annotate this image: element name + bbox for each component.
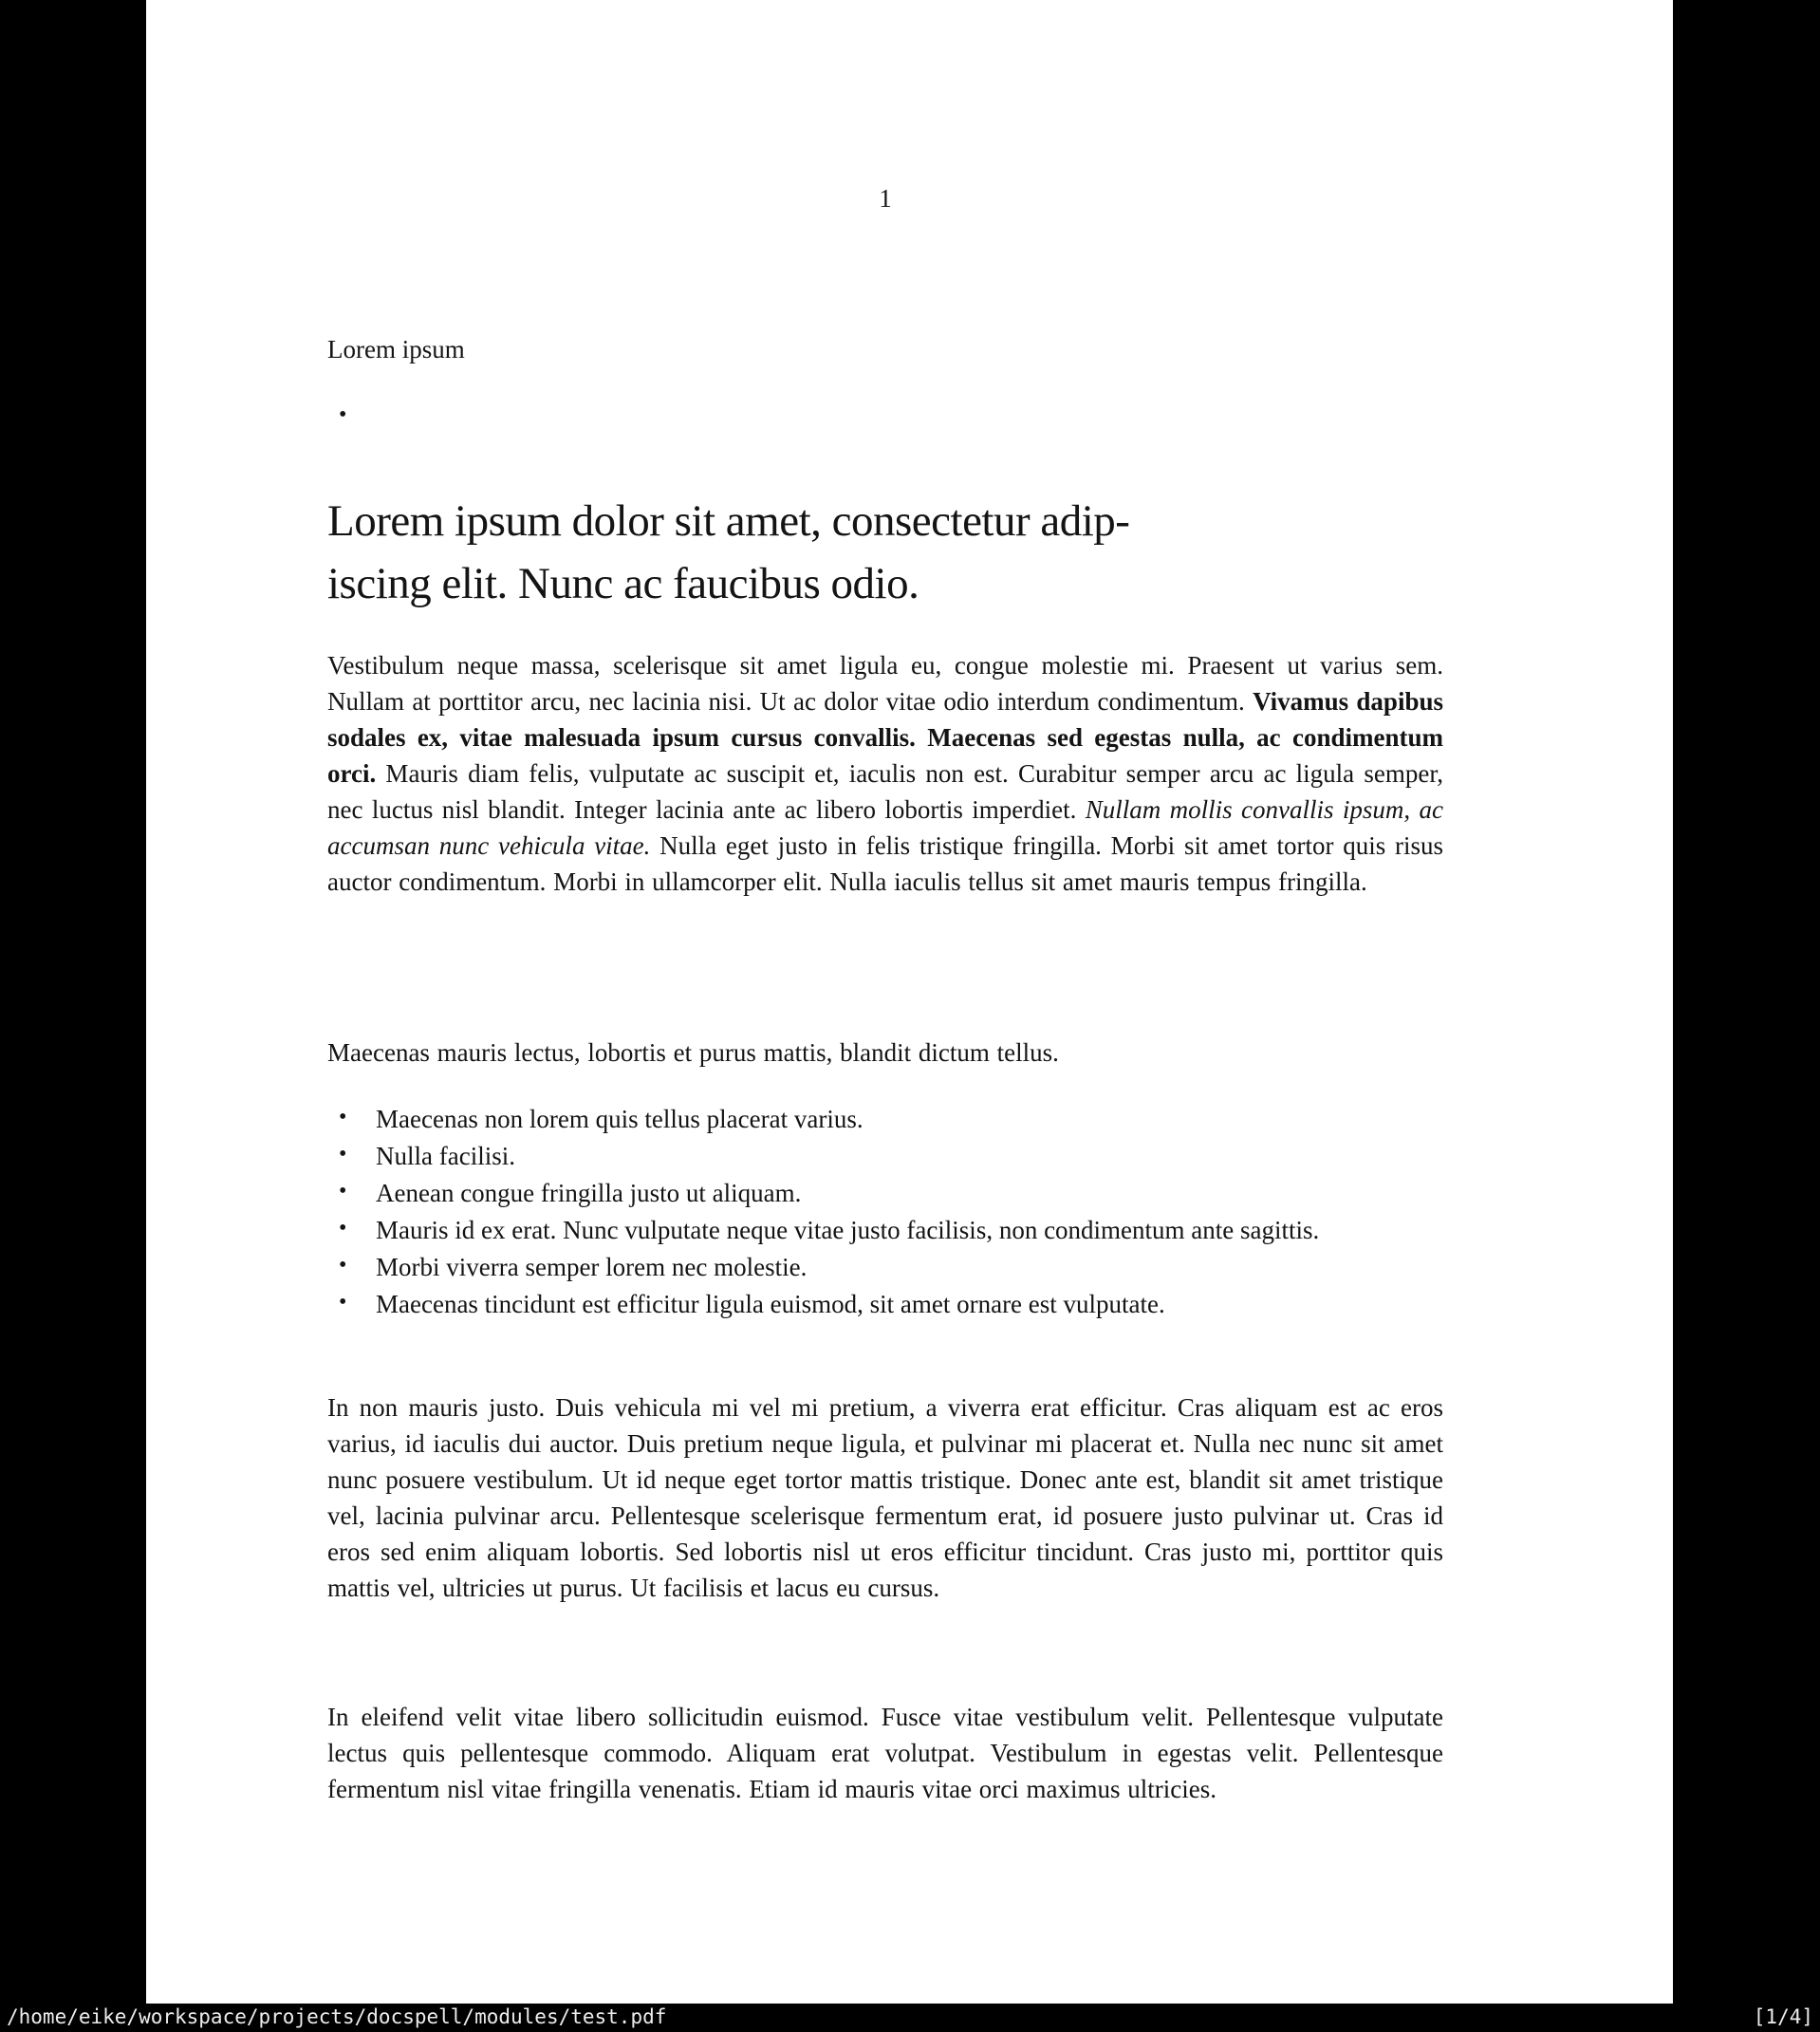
bullet-icon: • [339, 1216, 347, 1240]
text-segment-normal: Nulla eget justo in felis tristique fringilla. Morbi sit amet tortor quis risus auctor condimentum. Morbi in ullamcorper elit. Nulla iaculis tellus sit amet mauris tempus fringilla. [327, 831, 1443, 896]
bullet-icon: • [339, 1105, 347, 1129]
list-item-text: Aenean congue fringilla justo ut aliquam. [376, 1179, 802, 1207]
status-page-indicator: [1/4] [1753, 2005, 1813, 2028]
text-segment-normal: Vestibulum neque massa, scelerisque sit amet ligula eu, congue molestie mi. Praesent ut varius sem. Nullam at porttitor arcu, nec lacinia nisi. Ut ac dolor vitae odio interdum condimentum. [327, 651, 1443, 716]
list-item-text: Maecenas tincidunt est efficitur ligula euismod, sit amet ornare est vulputate. [376, 1290, 1165, 1318]
text-segment-bold: Vivamus dapibus sodales ex, vitae malesuada ipsum cursus convallis. Maecenas sed egestas nulla, ac condimentum orci. [327, 687, 1443, 788]
text-segment-italic: Nullam mollis convallis ipsum, ac accumsan nunc vehicula vitae. [327, 795, 1443, 860]
list-item-text: Mauris id ex erat. Nunc vulputate neque vitae justo facilisis, non condimentum ante sagittis. [376, 1216, 1320, 1244]
bullet-icon: • [339, 1253, 347, 1277]
status-file-path: /home/eike/workspace/projects/docspell/modules/test.pdf [7, 2005, 667, 2028]
paragraph-4: In eleifend velit vitae libero sollicitudin euismod. Fusce vitae vestibulum velit. Pellentesque vulputate lectus quis pellentesque commodo. Aliquam erat volutpat. Vestibulum in egestas velit. Pellentesque fermentum nisl vitae fringilla venenatis. Etiam id mauris vitae orci maximus ultricies. [327, 1703, 1443, 1803]
list-item [327, 1212, 1443, 1248]
paragraph-3: In non mauris justo. Duis vehicula mi vel mi pretium, a viverra erat efficitur. Cras aliquam est ac eros varius, id iaculis dui auctor. Duis pretium neque ligula, et pulvinar mi placerat et. Nulla nec nunc sit amet nunc posuere vestibulum. Ut id neque eget tortor mattis tristique. Donec ante est, blandit sit amet tristique vel, lacinia pulvinar arcu. Pellentesque scelerisque fermentum erat, id posuere justo pulvinar ut. Cras id eros sed enim aliquam lobortis. Sed lobortis nisl ut eros efficitur tincidunt. Cras justo mi, porttitor quis mattis vel, ultricies ut purus. Ut facilisis et lacus eu cursus. [327, 1393, 1443, 1602]
list-item [327, 1175, 1443, 1211]
document-title-line1: Lorem ipsum dolor sit amet, consectetur adip- [327, 496, 1130, 546]
pretext-line: Lorem ipsum [327, 335, 465, 364]
list-item [327, 1286, 1443, 1322]
status-bar [0, 2004, 1820, 2032]
paragraph-2: Maecenas mauris lectus, lobortis et purus mattis, blandit dictum tellus. [327, 1038, 1059, 1067]
bullet-icon: • [339, 1290, 347, 1314]
bullet-icon: • [339, 1179, 347, 1203]
page-number: 1 [879, 184, 892, 213]
list-item-text: Morbi viverra semper lorem nec molestie. [376, 1253, 808, 1281]
pdf-page[interactable] [146, 0, 1673, 2004]
list-item [327, 1138, 1443, 1174]
bullet-list [327, 1101, 1443, 1323]
paragraph-1 [327, 647, 1443, 900]
text-segment-normal: Mauris diam felis, vulputate ac suscipit et, iaculis non est. Curabitur semper arcu ac ligula semper, nec luctus nisl blandit. Integer lacinia ante ac libero lobortis imperdiet. [327, 759, 1443, 824]
bullet-icon: • [339, 402, 347, 427]
list-item [327, 1249, 1443, 1285]
list-item-text: Nulla facilisi. [376, 1142, 515, 1170]
list-item-text: Maecenas non lorem quis tellus placerat varius. [376, 1105, 864, 1133]
document-title-line2: iscing elit. Nunc ac faucibus odio. [327, 559, 919, 608]
document-title [327, 490, 1443, 615]
list-item [327, 1101, 1443, 1137]
bullet-icon: • [339, 1142, 347, 1166]
